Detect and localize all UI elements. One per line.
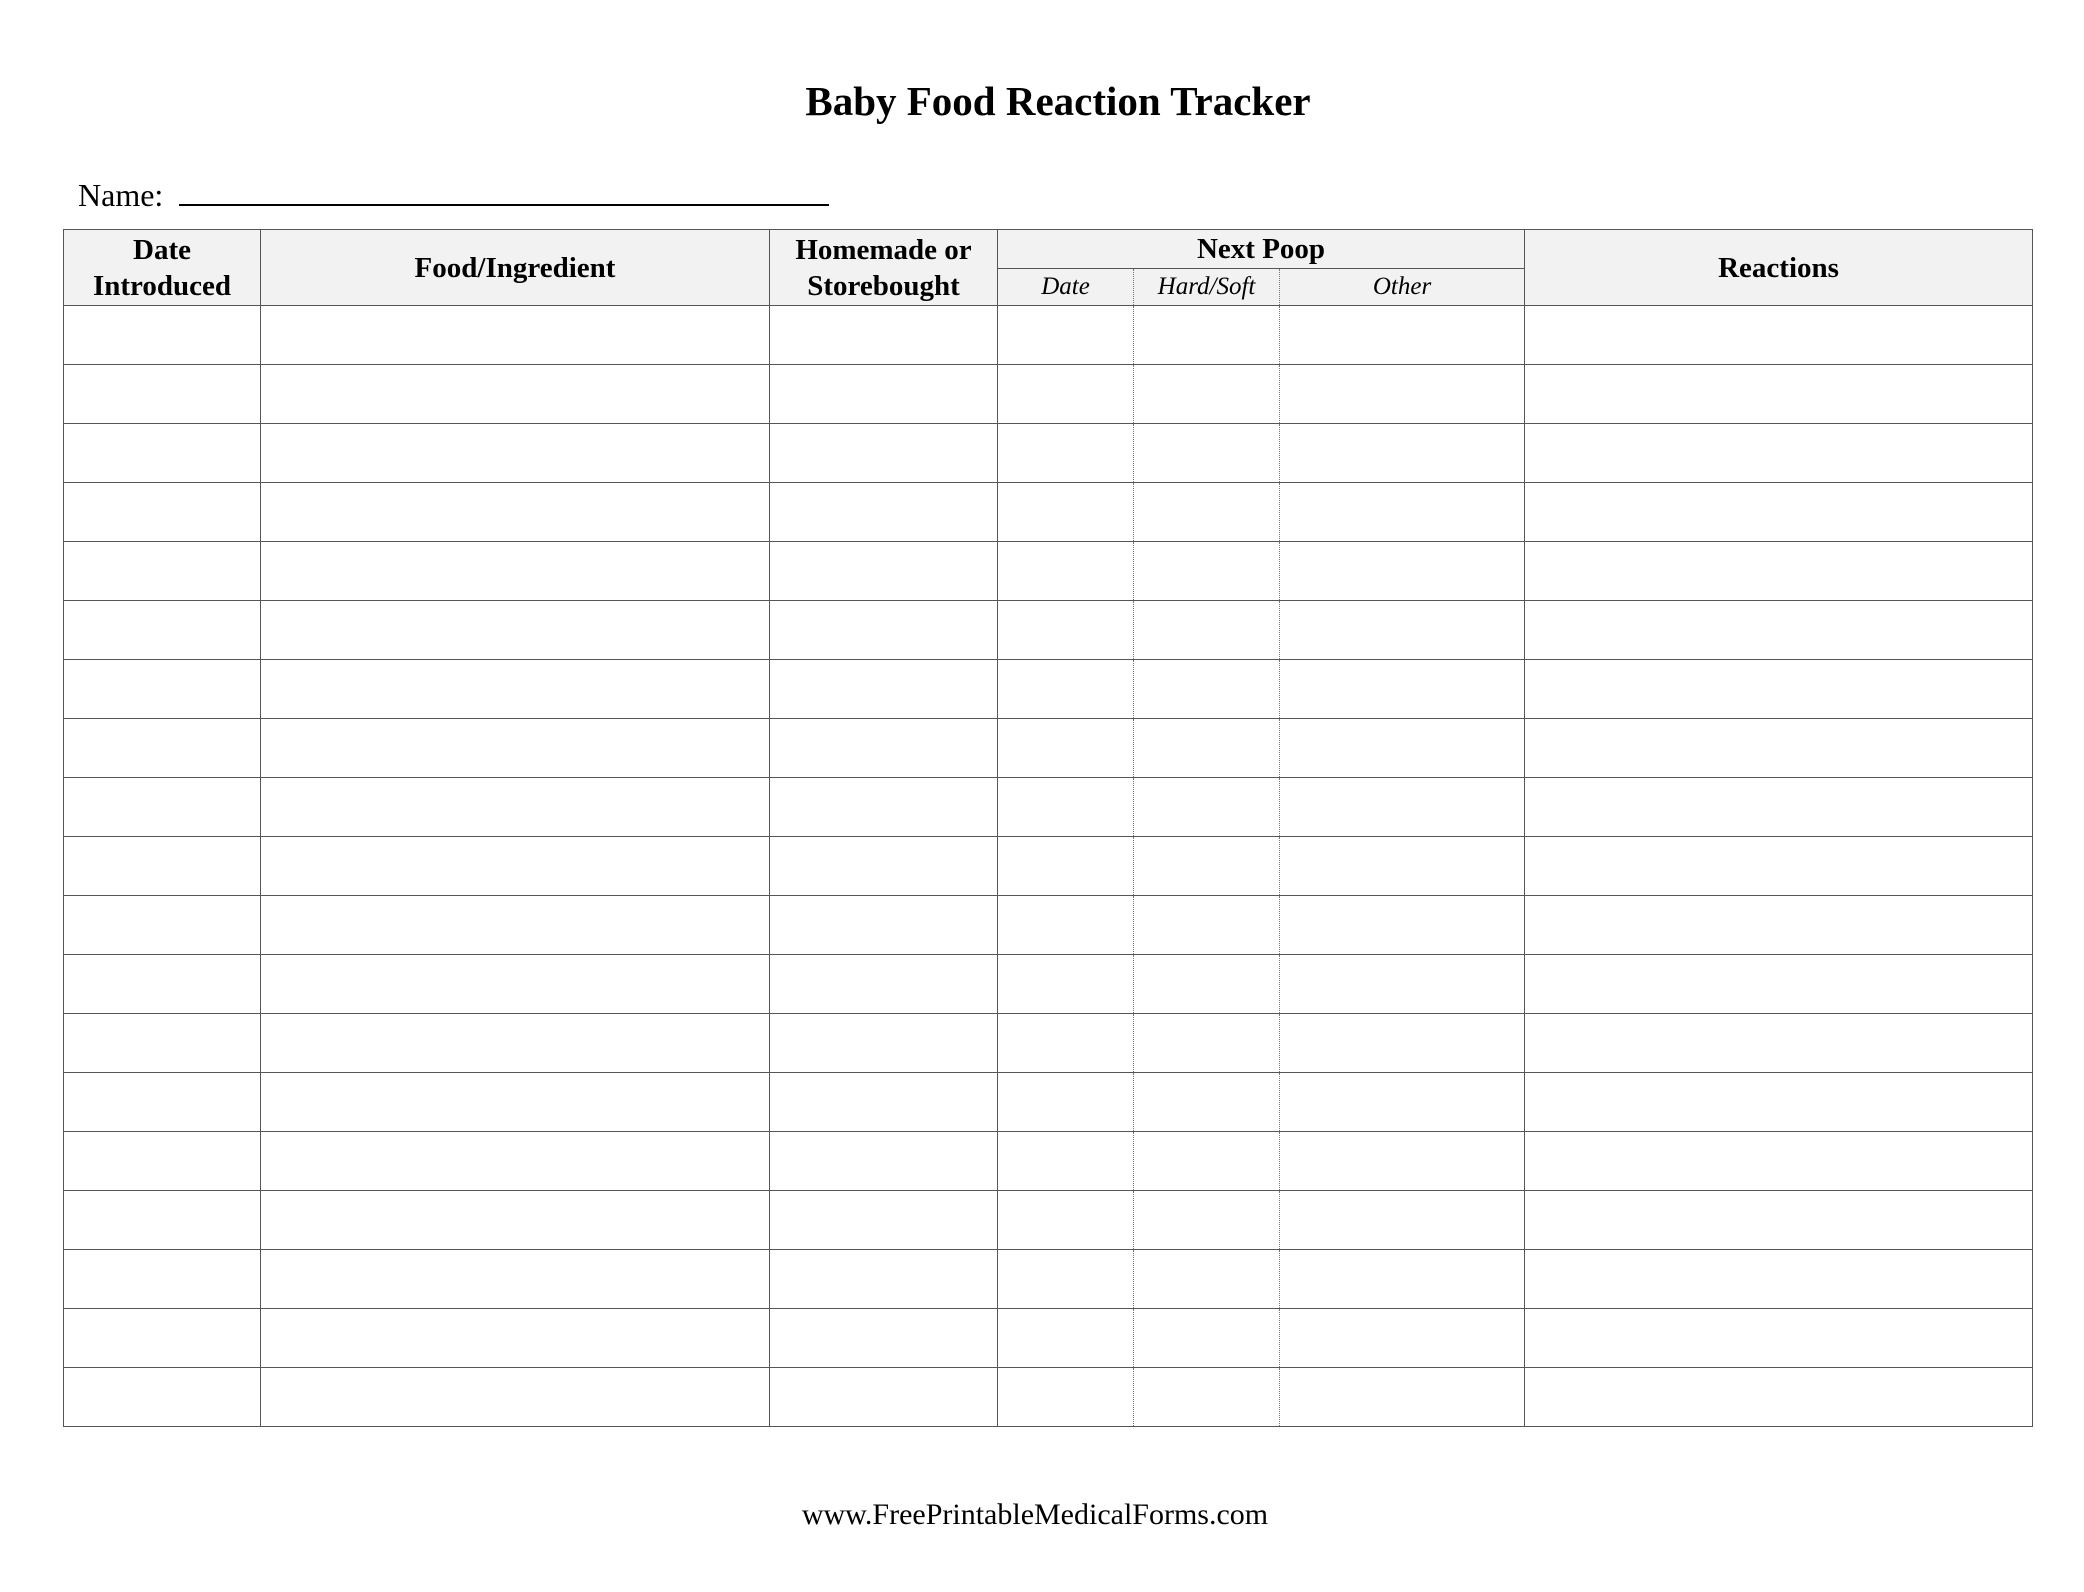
header-food-ingredient: Food/Ingredient	[261, 230, 770, 306]
cell-food-ingredient[interactable]	[261, 1014, 770, 1073]
cell-food-ingredient[interactable]	[261, 542, 770, 601]
header-homemade-storebought: Homemade or Storebought	[770, 230, 998, 306]
cell-poop-other[interactable]	[1280, 483, 1525, 542]
cell-poop-hard-soft[interactable]	[1134, 1132, 1280, 1191]
cell-reactions[interactable]	[1525, 483, 2033, 542]
cell-reactions[interactable]	[1525, 1014, 2033, 1073]
cell-poop-other[interactable]	[1280, 365, 1525, 424]
table-row	[64, 306, 2033, 365]
table-row	[64, 542, 2033, 601]
cell-poop-date[interactable]	[998, 660, 1134, 719]
cell-poop-other[interactable]	[1280, 1191, 1525, 1250]
cell-poop-hard-soft[interactable]	[1134, 1191, 1280, 1250]
table-row	[64, 778, 2033, 837]
cell-poop-hard-soft[interactable]	[1134, 1014, 1280, 1073]
cell-reactions[interactable]	[1525, 719, 2033, 778]
cell-food-ingredient[interactable]	[261, 719, 770, 778]
cell-poop-other[interactable]	[1280, 837, 1525, 896]
cell-homemade-storebought[interactable]	[770, 1309, 998, 1368]
cell-poop-hard-soft[interactable]	[1134, 719, 1280, 778]
name-label: Name:	[78, 177, 164, 213]
cell-reactions[interactable]	[1525, 542, 2033, 601]
cell-date-introduced[interactable]	[64, 837, 261, 896]
cell-reactions[interactable]	[1525, 1309, 2033, 1368]
table-row	[64, 601, 2033, 660]
cell-food-ingredient[interactable]	[261, 365, 770, 424]
table-row	[64, 365, 2033, 424]
subheader-poop-other: Other	[1280, 269, 1525, 306]
cell-homemade-storebought[interactable]	[770, 955, 998, 1014]
cell-date-introduced[interactable]	[64, 601, 261, 660]
cell-homemade-storebought[interactable]	[770, 778, 998, 837]
cell-date-introduced[interactable]	[64, 483, 261, 542]
cell-food-ingredient[interactable]	[261, 306, 770, 365]
cell-date-introduced[interactable]	[64, 955, 261, 1014]
cell-poop-other[interactable]	[1280, 424, 1525, 483]
cell-food-ingredient[interactable]	[261, 896, 770, 955]
cell-date-introduced[interactable]	[64, 1132, 261, 1191]
cell-poop-hard-soft[interactable]	[1134, 424, 1280, 483]
cell-date-introduced[interactable]	[64, 778, 261, 837]
cell-poop-hard-soft[interactable]	[1134, 365, 1280, 424]
cell-poop-date[interactable]	[998, 542, 1134, 601]
cell-food-ingredient[interactable]	[261, 1368, 770, 1427]
table-row	[64, 1191, 2033, 1250]
header-date-introduced: Date Introduced	[64, 230, 261, 306]
cell-poop-date[interactable]	[998, 424, 1134, 483]
cell-poop-date[interactable]	[998, 1014, 1134, 1073]
cell-reactions[interactable]	[1525, 424, 2033, 483]
cell-poop-date[interactable]	[998, 955, 1134, 1014]
cell-date-introduced[interactable]	[64, 719, 261, 778]
table-row	[64, 955, 2033, 1014]
cell-poop-date[interactable]	[998, 719, 1134, 778]
table-row	[64, 1014, 2033, 1073]
cell-reactions[interactable]	[1525, 306, 2033, 365]
cell-date-introduced[interactable]	[64, 896, 261, 955]
cell-food-ingredient[interactable]	[261, 955, 770, 1014]
cell-food-ingredient[interactable]	[261, 1250, 770, 1309]
cell-poop-hard-soft[interactable]	[1134, 896, 1280, 955]
table-row	[64, 837, 2033, 896]
cell-date-introduced[interactable]	[64, 1073, 261, 1132]
cell-food-ingredient[interactable]	[261, 1309, 770, 1368]
cell-poop-hard-soft[interactable]	[1134, 601, 1280, 660]
cell-homemade-storebought[interactable]	[770, 837, 998, 896]
cell-reactions[interactable]	[1525, 1191, 2033, 1250]
cell-food-ingredient[interactable]	[261, 1073, 770, 1132]
table-row	[64, 660, 2033, 719]
cell-homemade-storebought[interactable]	[770, 719, 998, 778]
cell-poop-date[interactable]	[998, 365, 1134, 424]
cell-poop-date[interactable]	[998, 1073, 1134, 1132]
cell-poop-hard-soft[interactable]	[1134, 306, 1280, 365]
name-field-row	[78, 170, 829, 215]
cell-date-introduced[interactable]	[64, 1191, 261, 1250]
cell-reactions[interactable]	[1525, 1073, 2033, 1132]
table-row	[64, 1132, 2033, 1191]
cell-food-ingredient[interactable]	[261, 660, 770, 719]
cell-poop-hard-soft[interactable]	[1134, 837, 1280, 896]
cell-date-introduced[interactable]	[64, 1250, 261, 1309]
table-row	[64, 424, 2033, 483]
cell-reactions[interactable]	[1525, 365, 2033, 424]
cell-homemade-storebought[interactable]	[770, 660, 998, 719]
table-row	[64, 1250, 2033, 1309]
cell-homemade-storebought[interactable]	[770, 1073, 998, 1132]
cell-poop-hard-soft[interactable]	[1134, 1368, 1280, 1427]
cell-reactions[interactable]	[1525, 778, 2033, 837]
cell-homemade-storebought[interactable]	[770, 1014, 998, 1073]
table-row	[64, 719, 2033, 778]
subheader-poop-date: Date	[998, 269, 1134, 306]
cell-poop-hard-soft[interactable]	[1134, 542, 1280, 601]
tracker-body	[64, 306, 2033, 1427]
cell-reactions[interactable]	[1525, 837, 2033, 896]
cell-poop-other[interactable]	[1280, 1073, 1525, 1132]
cell-homemade-storebought[interactable]	[770, 306, 998, 365]
subheader-poop-hard-soft: Hard/Soft	[1134, 269, 1280, 306]
cell-poop-hard-soft[interactable]	[1134, 1309, 1280, 1368]
reaction-tracker-table	[63, 229, 2033, 1427]
cell-homemade-storebought[interactable]	[770, 1250, 998, 1309]
table-row	[64, 483, 2033, 542]
header-next-poop: Next Poop	[998, 230, 1525, 269]
cell-food-ingredient[interactable]	[261, 1191, 770, 1250]
cell-date-introduced[interactable]	[64, 1014, 261, 1073]
cell-poop-date[interactable]	[998, 601, 1134, 660]
cell-poop-other[interactable]	[1280, 1309, 1525, 1368]
cell-homemade-storebought[interactable]	[770, 424, 998, 483]
cell-homemade-storebought[interactable]	[770, 896, 998, 955]
cell-poop-date[interactable]	[998, 306, 1134, 365]
footer-url: www.FreePrintableMedicalForms.com	[801, 1498, 1269, 1531]
cell-poop-other[interactable]	[1280, 955, 1525, 1014]
cell-poop-date[interactable]	[998, 1309, 1134, 1368]
cell-food-ingredient[interactable]	[261, 837, 770, 896]
cell-poop-hard-soft[interactable]	[1134, 778, 1280, 837]
cell-poop-date[interactable]	[998, 1368, 1134, 1427]
cell-poop-date[interactable]	[998, 1250, 1134, 1309]
cell-homemade-storebought[interactable]	[770, 1368, 998, 1427]
cell-date-introduced[interactable]	[64, 660, 261, 719]
cell-reactions[interactable]	[1525, 1250, 2033, 1309]
cell-poop-hard-soft[interactable]	[1134, 955, 1280, 1014]
cell-poop-hard-soft[interactable]	[1134, 483, 1280, 542]
cell-poop-other[interactable]	[1280, 306, 1525, 365]
cell-food-ingredient[interactable]	[261, 424, 770, 483]
cell-homemade-storebought[interactable]	[770, 365, 998, 424]
cell-poop-hard-soft[interactable]	[1134, 1073, 1280, 1132]
cell-poop-other[interactable]	[1280, 1368, 1525, 1427]
cell-poop-other[interactable]	[1280, 896, 1525, 955]
cell-date-introduced[interactable]	[64, 306, 261, 365]
cell-food-ingredient[interactable]	[261, 1132, 770, 1191]
cell-poop-other[interactable]	[1280, 719, 1525, 778]
cell-homemade-storebought[interactable]	[770, 483, 998, 542]
cell-poop-hard-soft[interactable]	[1134, 1250, 1280, 1309]
cell-poop-other[interactable]	[1280, 601, 1525, 660]
table-row	[64, 1073, 2033, 1132]
cell-date-introduced[interactable]	[64, 424, 261, 483]
cell-poop-date[interactable]	[998, 1191, 1134, 1250]
cell-poop-date[interactable]	[998, 778, 1134, 837]
cell-homemade-storebought[interactable]	[770, 601, 998, 660]
cell-date-introduced[interactable]	[64, 542, 261, 601]
table-row	[64, 1368, 2033, 1427]
cell-poop-date[interactable]	[998, 483, 1134, 542]
cell-date-introduced[interactable]	[64, 1309, 261, 1368]
cell-homemade-storebought[interactable]	[770, 1132, 998, 1191]
cell-homemade-storebought[interactable]	[770, 542, 998, 601]
cell-reactions[interactable]	[1525, 896, 2033, 955]
cell-food-ingredient[interactable]	[261, 778, 770, 837]
cell-poop-other[interactable]	[1280, 1132, 1525, 1191]
name-input-line[interactable]	[179, 170, 829, 206]
cell-date-introduced[interactable]	[64, 1368, 261, 1427]
cell-poop-other[interactable]	[1280, 660, 1525, 719]
form-title: Baby Food Reaction Tracker	[805, 78, 1311, 124]
cell-poop-other[interactable]	[1280, 542, 1525, 601]
cell-reactions[interactable]	[1525, 660, 2033, 719]
cell-date-introduced[interactable]	[64, 365, 261, 424]
cell-reactions[interactable]	[1525, 601, 2033, 660]
cell-poop-date[interactable]	[998, 1132, 1134, 1191]
table-row	[64, 1309, 2033, 1368]
header-reactions: Reactions	[1525, 230, 2033, 306]
table-row	[64, 896, 2033, 955]
cell-poop-date[interactable]	[998, 896, 1134, 955]
cell-homemade-storebought[interactable]	[770, 1191, 998, 1250]
cell-reactions[interactable]	[1525, 1368, 2033, 1427]
cell-food-ingredient[interactable]	[261, 483, 770, 542]
cell-reactions[interactable]	[1525, 955, 2033, 1014]
cell-poop-other[interactable]	[1280, 1014, 1525, 1073]
cell-poop-other[interactable]	[1280, 1250, 1525, 1309]
footer-website	[0, 1497, 2084, 1533]
cell-food-ingredient[interactable]	[261, 601, 770, 660]
cell-poop-hard-soft[interactable]	[1134, 660, 1280, 719]
cell-reactions[interactable]	[1525, 1132, 2033, 1191]
cell-poop-other[interactable]	[1280, 778, 1525, 837]
cell-poop-date[interactable]	[998, 837, 1134, 896]
